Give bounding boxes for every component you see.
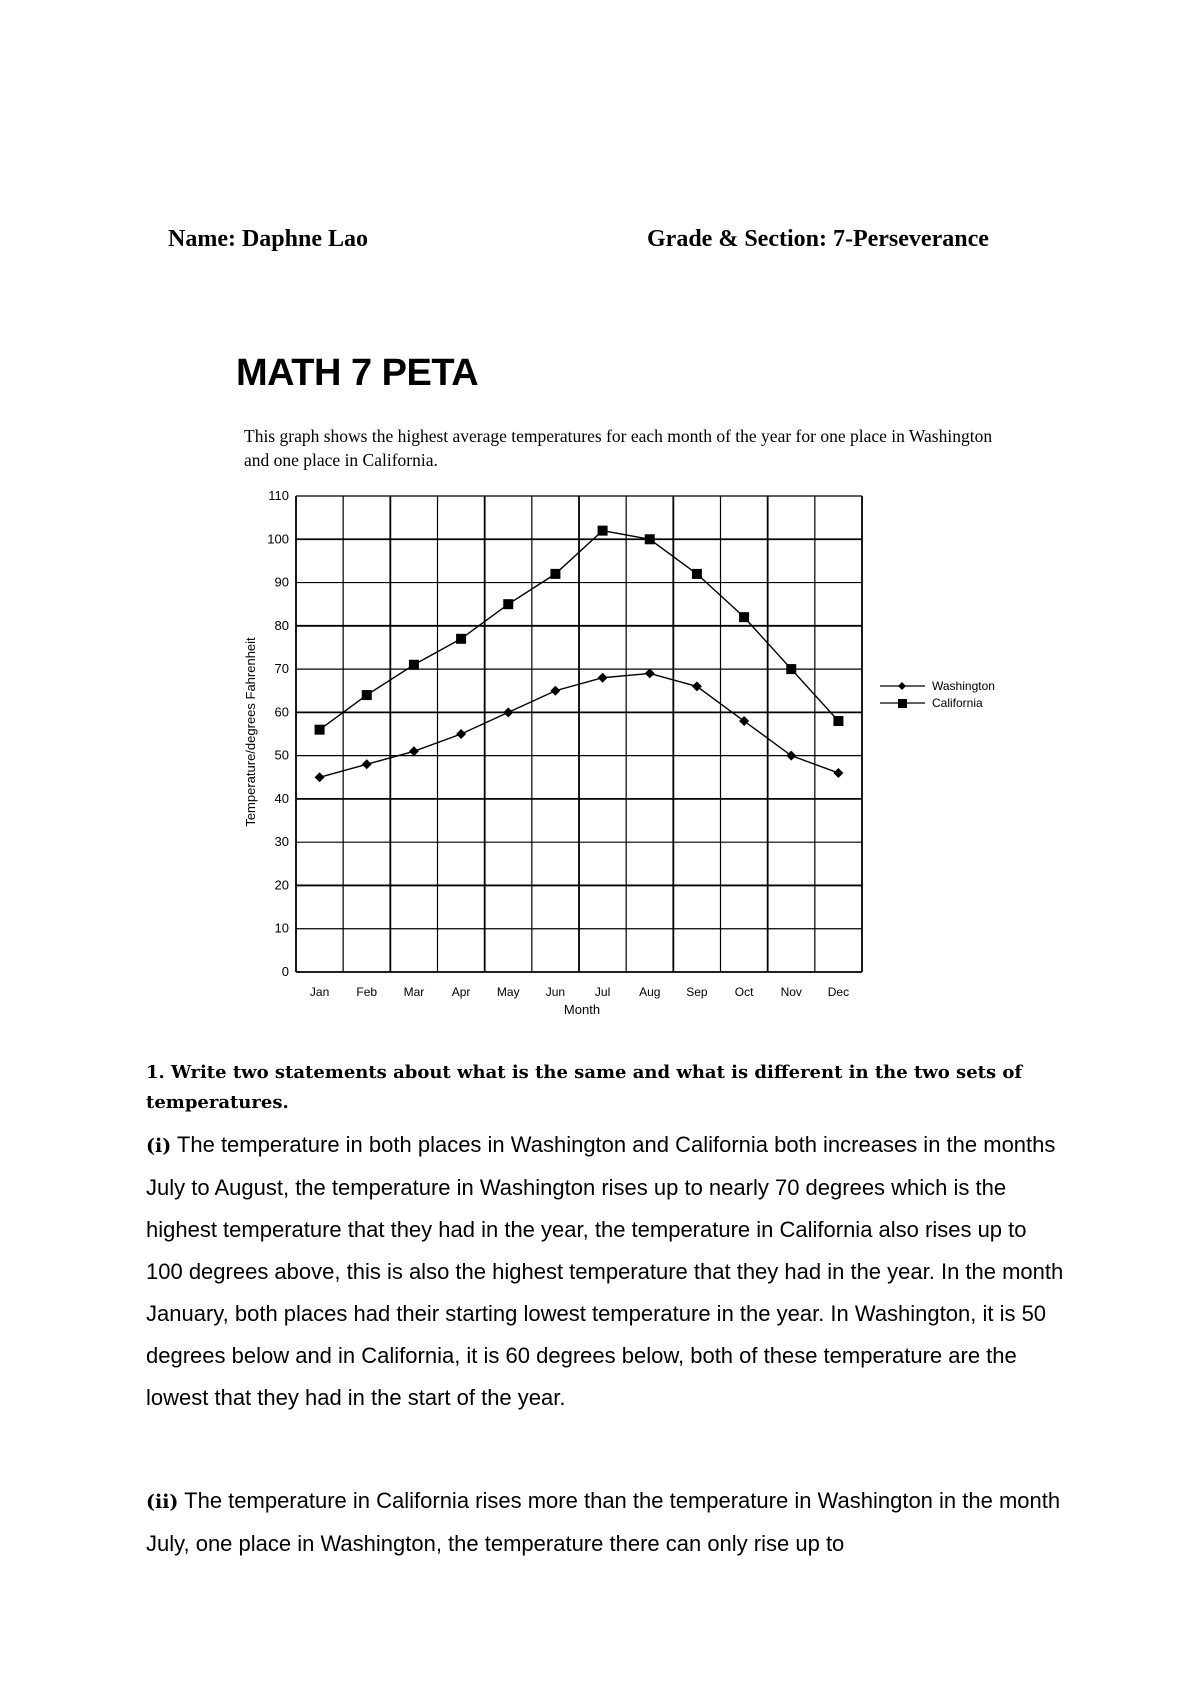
y-tick-label: 90 xyxy=(274,574,289,590)
data-point-washington xyxy=(598,673,608,683)
data-point-california xyxy=(645,534,655,544)
x-tick-label: Aug xyxy=(639,985,661,999)
y-axis-title: Temperature/degrees Fahrenheit xyxy=(243,637,258,827)
data-point-california xyxy=(315,725,325,735)
answer-ii xyxy=(146,1480,1066,1565)
chart-intro-text: This graph shows the highest average temperatures for each month of the year for one place in Washington and one place in California. xyxy=(244,426,993,470)
x-tick-label: Sep xyxy=(686,985,708,999)
legend-label: Washington xyxy=(932,679,995,693)
answer-ii-text: The temperature in California rises more than the temperature in Washington in the month July, one place in Washington, the temperature there can only rise up to xyxy=(146,1488,1061,1556)
y-tick-label: 20 xyxy=(274,877,289,893)
x-tick-label: Mar xyxy=(403,985,425,999)
y-tick-label: 60 xyxy=(274,704,289,720)
data-point-washington xyxy=(645,668,655,678)
grade-section: Grade & Section: 7-Perseverance xyxy=(647,226,989,252)
y-tick-label: 50 xyxy=(274,747,289,763)
y-tick-label: 100 xyxy=(267,531,289,547)
x-tick-label: Oct xyxy=(734,985,754,999)
data-point-california xyxy=(598,526,608,536)
question-1: 1. Write two statements about what is the same and what is different in the two sets of temperatures. xyxy=(146,1062,1023,1113)
x-tick-label: Jul xyxy=(594,985,611,999)
data-point-california xyxy=(833,716,843,726)
x-axis-title: Month xyxy=(563,1002,601,1017)
data-point-washington xyxy=(409,746,419,756)
answer-i-label: (i) xyxy=(146,1135,172,1157)
y-tick-label: 40 xyxy=(274,790,289,806)
data-point-washington xyxy=(786,751,796,761)
student-name: Name: Daphne Lao xyxy=(168,226,369,252)
answer-i-text: The temperature in both places in Washington and California both increases in the months July to August, the temperature in Washington rises up to nearly 70 degrees which is the highest temperature that they had in the year, the temperature in California also rises up to 100 degrees above, this is also the highest temperature that they had in the year. In the month January, both places had their starting lowest temperature in the year. In Washington, it is 50 degrees below and in California, it is 60 degrees below, both of these temperature are the lowest that they had in the start of the year. xyxy=(146,1132,1064,1410)
answer-i xyxy=(146,1124,1066,1419)
answer-ii-label: (ii) xyxy=(146,1491,179,1513)
data-point-washington xyxy=(692,681,702,691)
data-point-washington xyxy=(550,686,560,696)
y-tick-label: 80 xyxy=(274,617,289,633)
x-tick-label: Jun xyxy=(545,985,566,999)
data-point-california xyxy=(739,612,749,622)
x-tick-label: Jan xyxy=(309,985,330,999)
chart-grid xyxy=(296,496,862,972)
data-point-california xyxy=(409,660,419,670)
legend-marker-square xyxy=(898,699,907,708)
data-point-washington xyxy=(362,759,372,769)
data-point-washington xyxy=(503,707,513,717)
data-point-california xyxy=(456,634,466,644)
y-tick-label: 70 xyxy=(274,661,289,677)
x-axis-ticks xyxy=(310,985,849,999)
data-point-washington xyxy=(456,729,466,739)
data-point-california xyxy=(503,599,513,609)
data-point-california xyxy=(362,690,372,700)
data-point-california xyxy=(786,664,796,674)
y-tick-label: 10 xyxy=(274,920,289,936)
data-point-washington xyxy=(315,772,325,782)
y-axis-ticks xyxy=(267,488,289,979)
y-tick-label: 30 xyxy=(274,834,289,850)
worksheet-title: MATH 7 PETA xyxy=(236,352,479,394)
data-point-washington xyxy=(833,768,843,778)
x-tick-label: Dec xyxy=(827,985,850,999)
chart-legend xyxy=(880,679,995,710)
y-tick-label: 0 xyxy=(281,964,289,979)
data-point-california xyxy=(550,569,560,579)
legend-marker-diamond xyxy=(898,682,906,690)
y-tick-label: 110 xyxy=(268,488,289,503)
data-point-washington xyxy=(739,716,749,726)
x-tick-label: Apr xyxy=(451,985,471,999)
x-tick-label: Feb xyxy=(356,985,378,999)
x-tick-label: May xyxy=(496,985,520,999)
x-tick-label: Nov xyxy=(780,985,802,999)
data-point-california xyxy=(692,569,702,579)
legend-label: California xyxy=(932,696,983,710)
